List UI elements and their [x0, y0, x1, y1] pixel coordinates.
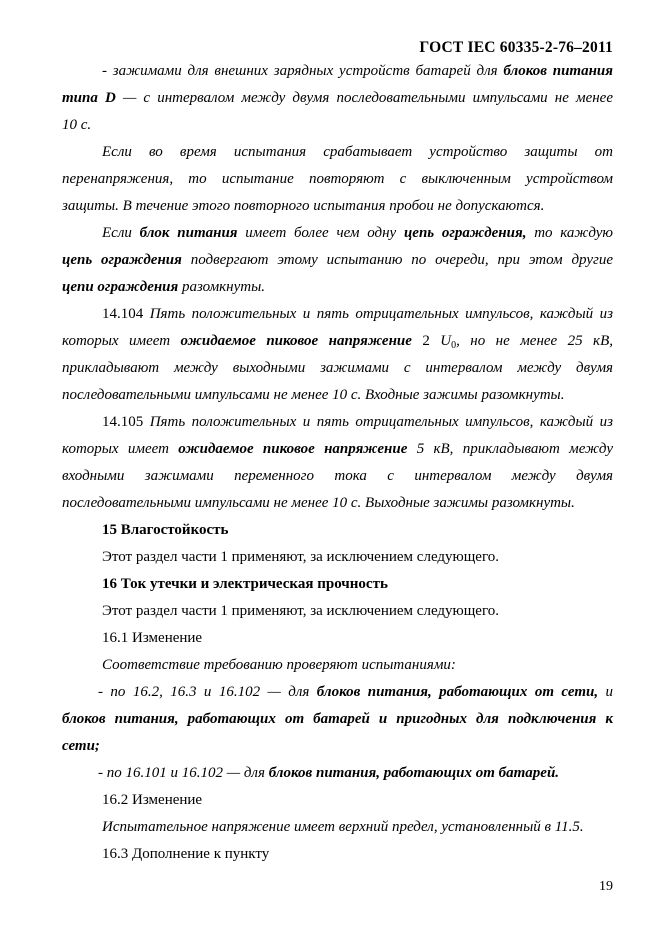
text-span: которых имеет	[62, 441, 179, 457]
paragraph-line: последовательными импульсами не менее 10 с. Выходные зажимы разомкнуты.	[62, 495, 575, 511]
term-bold: блоков питания, работающих от сети,	[316, 684, 599, 700]
paragraph-line	[62, 88, 613, 108]
section-heading-16: 16 Ток утечки и электрическая прочность	[102, 576, 388, 592]
list-item-line: блоков питания, работающих от батарей и пригодных для подключения к	[62, 711, 613, 727]
section-heading-15: 15 Влагостойкость	[102, 522, 229, 538]
term-bold: цепь ограждения,	[403, 225, 527, 241]
text-span: то каждую	[526, 225, 613, 241]
text-span: Пять положительных и пять отрицательных импульсов, каждый из	[143, 306, 613, 322]
subsection-heading: 16.3 Дополнение к пункту	[102, 846, 270, 862]
paragraph-line: Если во время испытания срабатывает устройство защиты от	[102, 144, 613, 160]
term-bold: блок питания	[139, 225, 238, 241]
clause-number: 14.105	[102, 414, 144, 430]
list-item-line: сети;	[62, 738, 100, 754]
text-span: которых имеет	[62, 333, 181, 349]
paragraph-line: Испытательное напряжение имеет верхний предел, установленный в 11.5.	[102, 819, 584, 835]
text-span: Если	[102, 225, 140, 241]
text-span: - по 16.2, 16.3 и 16.102 — для	[98, 684, 317, 700]
text-span: - зажимами для внешних зарядных устройств батарей для	[102, 63, 504, 79]
list-item-line	[98, 763, 649, 783]
term-bold: типа D	[62, 90, 116, 106]
paragraph-line	[62, 250, 613, 270]
paragraph-line	[102, 223, 613, 243]
section-text: Этот раздел части 1 применяют, за исключением следующего.	[102, 549, 499, 565]
text-span: 5 кВ, прикладывают между	[407, 441, 613, 457]
paragraph-line: 10 с.	[62, 117, 92, 133]
paragraph-line: последовательными импульсами не менее 10 с. Входные зажимы разомкнуты.	[62, 387, 565, 403]
term-bold: ожидаемое пиковое напряжение	[180, 333, 412, 349]
paragraph-line	[62, 331, 613, 351]
subsection-heading: 16.1 Изменение	[102, 630, 203, 646]
paragraph-line: Соответствие требованию проверяют испытаниями:	[102, 657, 456, 673]
text-span: имеет более чем одну	[237, 225, 404, 241]
paragraph-line	[102, 412, 613, 432]
paragraph-line: перенапряжения, то испытание повторяют с выключенным устройством	[62, 171, 613, 187]
paragraph-line	[62, 277, 613, 297]
symbol-u: U	[440, 333, 452, 349]
text-span: - по 16.101 и 16.102 — для	[98, 765, 269, 781]
paragraph-line	[102, 304, 613, 324]
text-span: 2	[411, 333, 441, 349]
term-bold: цепи ограждения	[62, 279, 179, 295]
paragraph-line: входными зажимами переменного тока с интервалом между двумя	[62, 468, 613, 484]
text-span: разомкнуты.	[178, 279, 266, 295]
document-header: ГОСТ IEC 60335-2-76–2011	[419, 39, 613, 56]
text-span: , но не менее 25 кВ,	[456, 333, 613, 349]
term-bold: блоков питания, работающих от батарей.	[268, 765, 560, 781]
paragraph-line: прикладывают между выходными зажимами с интервалом между двумя	[62, 360, 613, 376]
paragraph-line: защиты. В течение этого повторного испытания пробои не допускаются.	[62, 198, 545, 214]
section-text: Этот раздел части 1 применяют, за исключением следующего.	[102, 603, 499, 619]
text-span: Пять положительных и пять отрицательных импульсов, каждый из	[143, 414, 613, 430]
subscript: 0	[451, 340, 457, 351]
term-bold: блоков питания	[503, 63, 613, 79]
paragraph-line	[62, 439, 613, 459]
text-span: и	[598, 684, 614, 700]
term-bold: цепь ограждения	[62, 252, 182, 268]
subsection-heading: 16.2 Изменение	[102, 792, 203, 808]
list-item-line	[98, 682, 613, 702]
clause-number: 14.104	[102, 306, 144, 322]
text-span: подвергают этому испытанию по очереди, при этом другие	[181, 252, 613, 268]
text-span: — с интервалом между двумя последовательными импульсами не менее	[115, 90, 614, 106]
paragraph-line	[102, 61, 613, 81]
page-number: 19	[599, 879, 613, 894]
term-bold: ожидаемое пиковое напряжение	[178, 441, 408, 457]
